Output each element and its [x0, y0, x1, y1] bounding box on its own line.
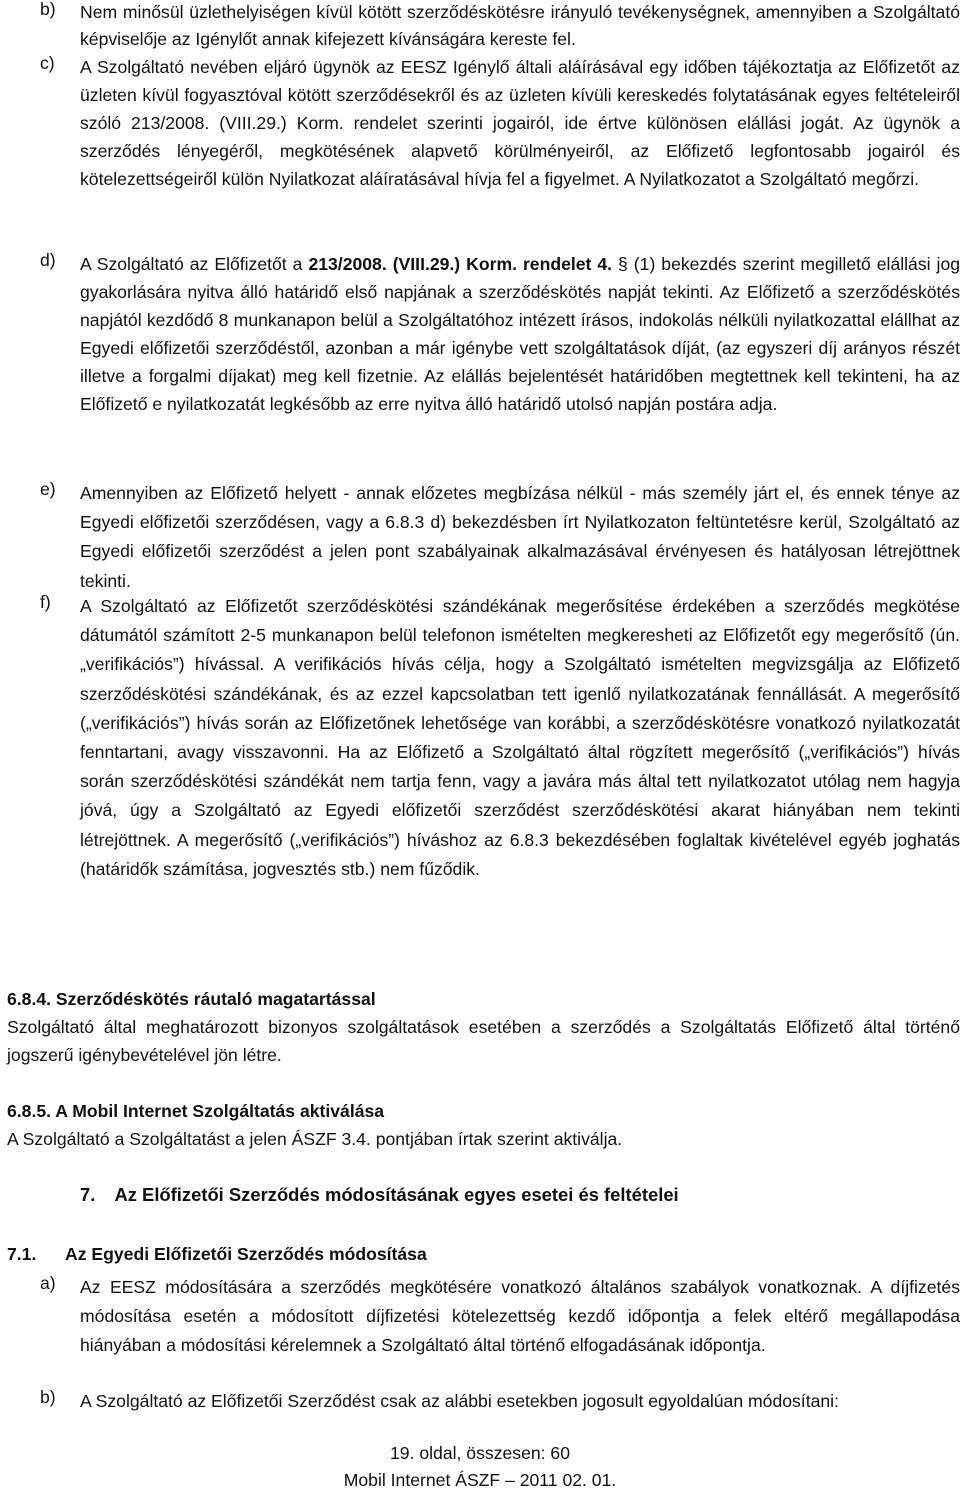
list-item-b — [0, 1387, 960, 1416]
list-label: a) — [40, 1273, 56, 1293]
page-footer — [0, 1440, 960, 1494]
chapter-number: 7. — [80, 1184, 96, 1205]
list-item-e — [0, 479, 960, 596]
subsection-number: 7.1. — [7, 1244, 37, 1264]
paragraph-text: A Szolgáltató az Előfizetőt a — [80, 254, 309, 274]
list-label: d) — [40, 250, 56, 270]
paragraph: A Szolgáltató a Szolgáltatást a jelen ÁSZF 3.4. pontjában írtak szerint aktiválja. — [7, 1129, 623, 1149]
paragraph: A Szolgáltató nevében eljáró ügynök az EESZ Igénylő általi aláírásával egy időben tájékoztatja az Előfizetőt az üzleten kívül fogyasztóval kötött szerződésekről és az üzleten kívüli kereskedés folytatásának egyes feltételeiről szóló 213/2008. (VIII.29.) Korm. rendelet szerinti jogairól, ide értve különösen elállási jogát. Az ügynök a szerződés lényegéről, megkötésének alapvető körülményeiről, az Előfizető legfontosabb jogairól és kötelezettségeiről külön Nyilatkozat aláíratásával hívja fel a figyelmet. A Nyilatkozatot a Szolgáltató megőrzi. — [80, 57, 960, 189]
paragraph — [80, 250, 960, 418]
list-item-a — [0, 1273, 960, 1361]
legal-reference: 213/2008. (VIII.29.) Korm. rendelet 4. — [308, 254, 613, 274]
paragraph-text: § (1) bekezdés szerint megillető elállási jog gyakorlására nyitva álló határidő első napjának a szerződéskötés napját tekinti. Az Előfizető a szerződéskötés napjától kezdődő 8 munkanapon belül a Szolgáltatóhoz intézett írásos, indokolás nélküli nyilatkozattal elállhat az Egyedi előfizetői szerződéstől, azonban a már igénybe vett szolgáltatások díját, (az egyszeri díj arányos részét illetve a forgalmi díjakat) meg kell fizetnie. Az elállás bejelentését határidőben megtettnek kell tekinteni, ha az Előfizető e nyilatkozatát legkésőbb az erre nyitva álló határidő utolsó napján postára adja. — [80, 254, 960, 414]
paragraph: A Szolgáltató az Előfizetőt szerződéskötési szándékának megerősítése érdekében a szerződés megkötése dátumától számított 2-5 munkanapon belül telefonon ismételten megkeresheti az Előfizetőt egy megerősítő (ún. „verifikációs”) hívással. A verifikációs hívás célja, hogy a Szolgáltató ismételten megvizsgálja az Előfizető szerződéskötési szándékának, és az ezzel kapcsolatban tett igenlő nyilatkozatának fennállását. A megerősítő („verifikációs”) hívás során az Előfizetőnek lehetősége van korábbi, a szerződéskötésre vonatkozó nyilatkozatát fenntartani, avagy visszavonni. Ha az Előfizető a Szolgáltató által rögzített megerősítő („verifikációs”) hívás során szerződéskötési szándékát nem tartja fenn, vagy a javára más által tett nyilatkozatot utólag nem hagyja jóvá, úgy a Szolgáltató az Egyedi előfizetői szerződést szerződéskötési akarat hiányában nem tekinti létrejöttnek. A megerősítő („verifikációs”) híváshoz az 6.8.3 bekezdésében foglaltak kivételével egyéb joghatás (határidők számítása, jogvesztés stb.) nem fűződik. — [80, 596, 960, 879]
paragraph: A Szolgáltató az Előfizetői Szerződést csak az alábbi esetekben jogosult egyoldalúan módosítani: — [80, 1391, 839, 1411]
list-item-f — [0, 592, 960, 884]
list-item-d — [0, 250, 960, 418]
chapter-heading — [80, 1184, 679, 1206]
subsection-title: Az Egyedi Előfizetői Szerződés módosítása — [65, 1244, 427, 1264]
paragraph: Az EESZ módosítására a szerződés megkötésére vonatkozó általános szabályok vonatkoznak. A díjfizetés módosítása esetén a módosított díjfizetési kötelezettség kezdő időpontja a felek eltérő megállapodása hiányában a módosítási kérelemnek a Szolgáltató által történő elfogadásának időpontja. — [80, 1277, 960, 1356]
paragraph: Nem minősül üzlethelyiségen kívül kötött szerződéskötésre irányuló tevékenységnek, amennyiben a Szolgáltató képviselője az Igénylőt annak kifejezett kívánságára kereste fel. — [80, 2, 960, 49]
section-6-8-4 — [7, 985, 960, 1069]
list-item-b — [0, 0, 960, 52]
list-item-c — [0, 53, 960, 193]
document-title: Mobil Internet ÁSZF – 2011 02. 01. — [343, 1470, 617, 1490]
chapter-title: Az Előfizetői Szerződés módosításának egyes esetei és feltételei — [114, 1184, 679, 1205]
list-label: b) — [40, 0, 56, 19]
section-heading: 6.8.5. A Mobil Internet Szolgáltatás aktiválása — [7, 1101, 385, 1121]
page-number: 19. oldal, összesen: 60 — [390, 1443, 570, 1463]
section-6-8-5 — [7, 1097, 960, 1153]
section-heading: 6.8.4. Szerződéskötés ráutaló magatartással — [7, 989, 376, 1009]
list-label: b) — [40, 1387, 56, 1407]
paragraph: Szolgáltató által meghatározott bizonyos szolgáltatások esetében a szerződés a Szolgáltatás Előfizető által történő jogszerű igénybevételével jön létre. — [7, 1017, 960, 1065]
list-label: f) — [40, 592, 51, 612]
list-label: e) — [40, 479, 56, 499]
list-label: c) — [40, 53, 55, 73]
subsection-heading — [7, 1244, 427, 1265]
paragraph: Amennyiben az Előfizető helyett - annak előzetes megbízása nélkül - más személy járt el, és ennek ténye az Egyedi előfizetői szerződésen, vagy a 6.8.3 d) bekezdésben írt Nyilatkozaton feltüntetésre kerül, Szolgáltató az Egyedi előfizetői szerződést a jelen pont szabályainak alkalmazásával érvényesen és hatályosan létrejöttnek tekinti. — [80, 483, 960, 591]
